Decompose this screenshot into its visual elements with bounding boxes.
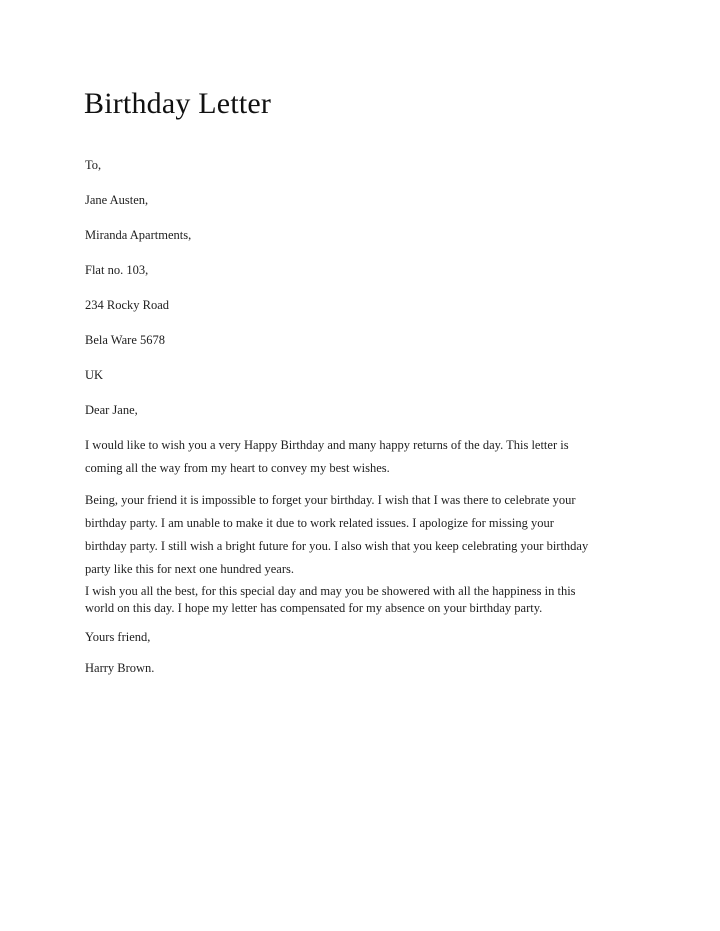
paragraph-line: coming all the way from my heart to convey my best wishes. [85,461,390,475]
paragraph-line: I wish you all the best, for this special day and may you be showered with all the happiness in this [85,584,576,598]
signature: Harry Brown. [85,661,155,675]
address-line-building: Miranda Apartments, [85,228,192,242]
salutation-to: To, [85,158,102,172]
paragraph-line: party like this for next one hundred years. [85,562,294,576]
address-line-name: Jane Austen, [85,193,149,207]
address-line-city: Bela Ware 5678 [85,333,165,347]
paragraph-line: Being, your friend it is impossible to forget your birthday. I wish that I was there to celebrate your [85,493,576,507]
letter-title: Birthday Letter [84,87,272,120]
address-line-flat: Flat no. 103, [85,263,149,277]
address-line-country: UK [85,368,104,382]
closing: Yours friend, [85,630,151,644]
paragraph-line: birthday party. I still wish a bright future for you. I also wish that you keep celebrating your birthday [85,539,589,553]
paragraph-line: world on this day. I hope my letter has compensated for my absence on your birthday party. [85,601,543,615]
paragraph-line: birthday party. I am unable to make it due to work related issues. I apologize for missing your [85,516,554,530]
paragraph-1 [85,434,645,480]
paragraph-3 [85,583,645,617]
paragraph-2 [85,489,645,581]
paragraph-line: I would like to wish you a very Happy Birthday and many happy returns of the day. This letter is [85,438,569,452]
address-line-street: 234 Rocky Road [85,298,170,312]
greeting: Dear Jane, [85,403,138,417]
